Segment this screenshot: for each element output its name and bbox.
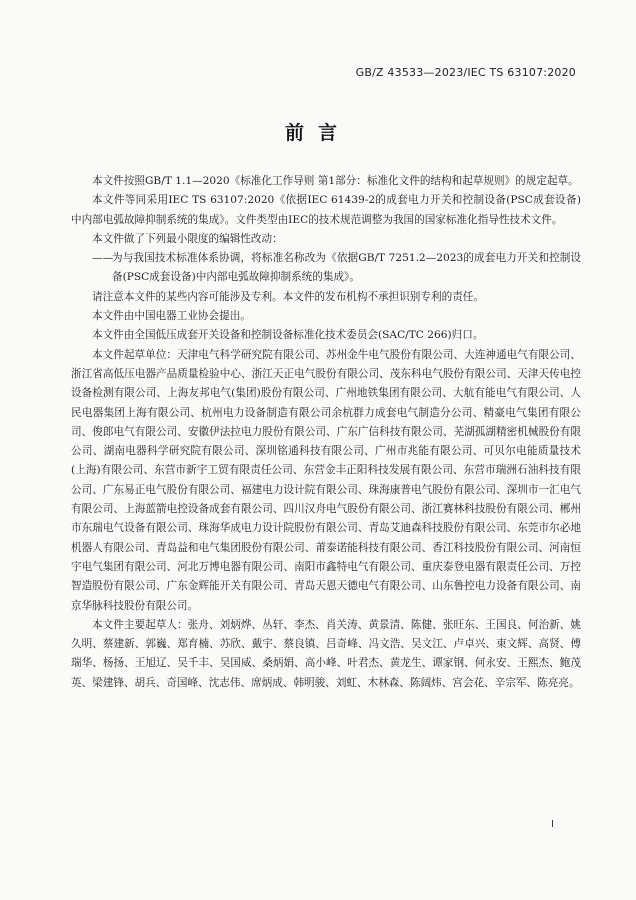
page-number: I <box>551 819 554 830</box>
paragraph-proposer: 本文件由中国电器工业协会提出。 <box>92 310 251 323</box>
paragraph-drafting-units: 本文件起草单位：天津电气科学研究院有限公司、苏州金牛电气股份有限公司、大连神通电气有限公司、浙江省高低压电器产品质量检验中心、浙江天正电气股份有限公司、茂东科电气股份有限公司、天津天传电控设备检测有限公司、上海友邦电气(集团)股份有限公司、广州地铁集团有限公司、大航有能电气有限公司、人民电器集团上海有限公司、杭州电力设备制造有限公司余杭群力成套电气制造分公司、精豪电气集团有限公司、俊郎电气有限公司、安徽伊法拉电力股份有限公司、广东广信科技有限公司、芜湖孤湖精密机械股份有限公司、湖南电器科学研究院有限公司、深圳铭通科技有限公司、广州市兆能有限公司、可贝尔电能质量技术(上海)有限公司、东营市新宇工贸有限责任公司、东营金丰正阳科技发展有限公司、东营市瑞洲石油科技有限公司、广东易正电气股份有限公司、福建电力设计院有限公司、珠海康普电气股份有限公司、深圳市一汇电气有限公司、上海蓝箭电控设备成套有限公司、四川汉舟电气股份有限公司、浙江赛林科技股份有限公司、郴州市东瑞电气设备有限公司、珠海华成电力设计院股份有限公司、青岛艾迪森科技股份有限公司、东莞市尔必地机器人有限公司、青岛益和电气集团股份有限公司、莆泰诺能科技有限公司、香江科技股份有限公司、河南恒宇电气集团有限公司、河北万博电器有限公司、南阳市鑫特电气有限公司、重庆泰登电器有限责任公司、万控智造股份有限公司、广东金辉能开关有限公司、青岛天恩天德电气有限公司、山东鲁控电力设备有限公司、南京华脉科技股份有限公司。 <box>71 348 581 612</box>
standard-number: GB/Z 43533—2023/IEC TS 63107:2020 <box>355 66 576 79</box>
paragraph-editorial-changes: 本文件做了下列最小限度的编辑性改动： <box>92 232 283 245</box>
paragraph-adoption: 本文件等同采用IEC TS 63107:2020《依据IEC 61439-2的成套电力开关和控制设备(PSC成套设备)中内部电弧故障抑制系统的集成》。文件类型由IEC的技术规范调整为我国的国家标准化指导性技术文件。 <box>71 194 581 226</box>
list-dash: —— <box>92 252 114 265</box>
list-item-editorial-change <box>71 249 581 288</box>
list-item-text: 为与我国技术标准体系协调，将标准名称改为《依据GB/T 7251.2—2023的成套电力开关和控制设备(PSC成套设备)中内部电弧故障抑制系统的集成》。 <box>112 252 581 284</box>
paragraph-technical-committee: 本文件由全国低压成套开关设备和控制设备标准化技术委员会(SAC/TC 266)归口。 <box>92 329 484 342</box>
page-title: 前言 <box>284 122 351 144</box>
paragraph-drafting-rules: 本文件按照GB/T 1.1—2020《标准化工作导则 第1部分：标准化文件的结构和起草规则》的规定起草。 <box>92 175 579 187</box>
foreword-body <box>71 172 581 693</box>
paragraph-drafters: 本文件主要起草人：张舟、刘炳烨、丛轩、李杰、肖关涛、黄景清、陈健、张旺东、王国良、何治新、姚久明、蔡建新、郭巍、郑育楠、苏欣、戴宇、蔡良镇、吕奇峰、冯文浩、吴文江、卢卓兴、束文辉、高贤、傅瑞华、杨扬、王旭辽、吴千丰、吴国威、桑炳娟、高小峰、叶君杰、黄龙生、谭家钢、何永安、王熙杰、鲍茂英、梁建锋、胡兵、奇国峰、沈志伟、席炳成、韩明骏、刘虹、木林森、陈阔炜、宫会花、辛宗军、陈亮亮。 <box>71 618 581 689</box>
paragraph-patent-notice: 请注意本文件的某些内容可能涉及专利。本文件的发布机构不承担识别专利的责任。 <box>92 290 484 303</box>
